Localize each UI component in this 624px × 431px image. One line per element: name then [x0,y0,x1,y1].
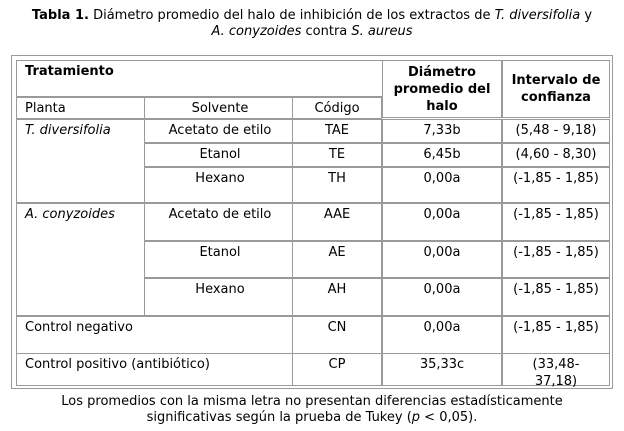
table-cell-intervalo: (-1,85 - 1,85) [502,203,610,241]
caption-text-1: Diámetro promedio del halo de inhibición de los extractos de [88,8,495,23]
results-table [11,55,613,389]
table-cell-intervalo: (4,60 - 8,30) [502,143,610,167]
table-cell-solvente: Hexano [144,278,296,316]
table-cell-diametro: 0,00a [382,316,502,354]
table-cell-codigo: AE [292,241,382,278]
table-cell-diametro: 0,00a [382,167,502,203]
caption-text-2: y [580,8,593,23]
table-cell-solvente: Etanol [144,143,296,167]
header-intervalo: Intervalo de confianza [502,60,610,118]
caption-lead: Tabla 1. [31,8,89,23]
caption-text-3: contra [301,24,352,39]
table-cell-codigo: TH [292,167,382,203]
header-planta: Planta [16,97,148,119]
table-cell-solvente: Acetato de etilo [144,119,296,143]
caption-bacterium: S. aureus [351,24,413,39]
table-cell-solvente: Acetato de etilo [144,203,296,241]
table-cell-diametro: 0,00a [382,278,502,316]
group-planta-1: T. diversifolia [16,119,148,203]
table-cell-codigo: AAE [292,203,382,241]
table-cell-intervalo: (33,48- 37,18) [502,353,610,386]
table-cell-solvente: Etanol [144,241,296,278]
table-cell-codigo: TAE [292,119,382,143]
table-cell-diametro: 0,00a [382,241,502,278]
header-tratamiento: Tratamiento [16,60,390,97]
footnote-line-1: Los promedios con la misma letra no presentan diferencias estadísticamente [61,394,563,409]
table-cell-solvente: Hexano [144,167,296,203]
header-codigo: Código [292,97,382,119]
table-cell-diametro: 35,33c [382,353,502,386]
group-planta-2: A. conyzoides [16,203,148,316]
table-cell-intervalo: (-1,85 - 1,85) [502,241,610,278]
header-solvente: Solvente [144,97,296,119]
footnote-text-3: < 0,05). [420,410,478,425]
table-cell-codigo: AH [292,278,382,316]
table-cell-codigo: TE [292,143,382,167]
table-cell-intervalo: (-1,85 - 1,85) [502,278,610,316]
caption-species-2: A. conyzoides [211,24,302,39]
caption-species-1: T. diversifolia [494,8,581,23]
table-cell-diametro: 6,45b [382,143,502,167]
table-cell-codigo: CN [292,316,382,354]
table-cell-diametro: 0,00a [382,203,502,241]
footnote-p: p [411,410,421,425]
footnote-text-2: significativas según la prueba de Tukey ( [146,410,412,425]
table-cell-intervalo: (5,48 - 9,18) [502,119,610,143]
table-cell-codigo: CP [292,353,382,386]
header-diametro: Diámetro promedio del halo [382,60,502,118]
table-cell-diametro: 7,33b [382,119,502,143]
control-negativo-label: Control negativo [16,316,296,354]
table-cell-intervalo: (-1,85 - 1,85) [502,316,610,354]
table-cell-intervalo: (-1,85 - 1,85) [502,167,610,203]
table-caption [0,8,624,40]
table-footnote [0,394,624,426]
control-positivo-label: Control positivo (antibiótico) [16,353,296,386]
